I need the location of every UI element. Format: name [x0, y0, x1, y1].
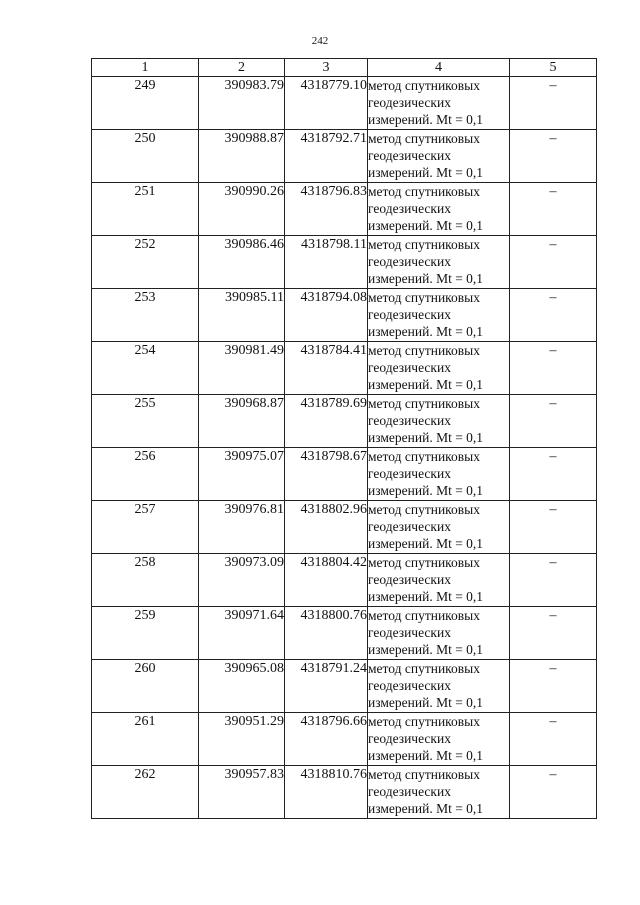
y-coordinate-cell: 4318810.76 [285, 766, 368, 819]
x-coordinate-cell: 390990.26 [199, 183, 285, 236]
x-coordinate-cell: 390975.07 [199, 448, 285, 501]
note-cell: – [510, 660, 597, 713]
table-row [92, 713, 597, 766]
y-coordinate-cell: 4318800.76 [285, 607, 368, 660]
note-cell: – [510, 395, 597, 448]
x-coordinate-cell: 390986.46 [199, 236, 285, 289]
point-number-cell: 260 [92, 660, 199, 713]
note-cell: – [510, 607, 597, 660]
point-number-cell: 261 [92, 713, 199, 766]
note-cell: – [510, 342, 597, 395]
y-coordinate-cell: 4318804.42 [285, 554, 368, 607]
note-cell: – [510, 766, 597, 819]
x-coordinate-cell: 390951.29 [199, 713, 285, 766]
method-cell: метод спутниковых геодезических измерений. Mt = 0,1 [368, 766, 510, 819]
y-coordinate-cell: 4318784.41 [285, 342, 368, 395]
point-number-cell: 249 [92, 77, 199, 130]
table-row [92, 395, 597, 448]
column-header-3: 3 [285, 59, 368, 77]
note-cell: – [510, 554, 597, 607]
x-coordinate-cell: 390988.87 [199, 130, 285, 183]
point-number-cell: 250 [92, 130, 199, 183]
column-header-2: 2 [199, 59, 285, 77]
table-body [92, 77, 597, 819]
table-header-row [92, 59, 597, 77]
point-number-cell: 252 [92, 236, 199, 289]
point-number-cell: 259 [92, 607, 199, 660]
point-number-cell: 253 [92, 289, 199, 342]
y-coordinate-cell: 4318798.67 [285, 448, 368, 501]
point-number-cell: 256 [92, 448, 199, 501]
note-cell: – [510, 289, 597, 342]
x-coordinate-cell: 390973.09 [199, 554, 285, 607]
method-cell: метод спутниковых геодезических измерений. Mt = 0,1 [368, 395, 510, 448]
method-cell: метод спутниковых геодезических измерений. Mt = 0,1 [368, 448, 510, 501]
method-cell: метод спутниковых геодезических измерений. Mt = 0,1 [368, 183, 510, 236]
y-coordinate-cell: 4318794.08 [285, 289, 368, 342]
method-cell: метод спутниковых геодезических измерений. Mt = 0,1 [368, 342, 510, 395]
point-number-cell: 254 [92, 342, 199, 395]
y-coordinate-cell: 4318791.24 [285, 660, 368, 713]
y-coordinate-cell: 4318779.10 [285, 77, 368, 130]
page-number: 242 [311, 35, 329, 47]
x-coordinate-cell: 390985.11 [199, 289, 285, 342]
note-cell: – [510, 236, 597, 289]
table-row [92, 77, 597, 130]
point-number-cell: 258 [92, 554, 199, 607]
method-cell: метод спутниковых геодезических измерений. Mt = 0,1 [368, 713, 510, 766]
column-header-4: 4 [368, 59, 510, 77]
method-cell: метод спутниковых геодезических измерений. Mt = 0,1 [368, 236, 510, 289]
table-row [92, 448, 597, 501]
table-row [92, 289, 597, 342]
y-coordinate-cell: 4318796.83 [285, 183, 368, 236]
note-cell: – [510, 77, 597, 130]
note-cell: – [510, 713, 597, 766]
point-number-cell: 251 [92, 183, 199, 236]
table-row [92, 501, 597, 554]
x-coordinate-cell: 390965.08 [199, 660, 285, 713]
y-coordinate-cell: 4318796.66 [285, 713, 368, 766]
point-number-cell: 257 [92, 501, 199, 554]
x-coordinate-cell: 390981.49 [199, 342, 285, 395]
table-row [92, 607, 597, 660]
table-row [92, 554, 597, 607]
note-cell: – [510, 448, 597, 501]
column-header-1: 1 [92, 59, 199, 77]
coordinates-table [91, 58, 597, 819]
method-cell: метод спутниковых геодезических измерений. Mt = 0,1 [368, 501, 510, 554]
x-coordinate-cell: 390976.81 [199, 501, 285, 554]
point-number-cell: 262 [92, 766, 199, 819]
note-cell: – [510, 130, 597, 183]
table-row [92, 236, 597, 289]
table-row [92, 766, 597, 819]
table-row [92, 660, 597, 713]
x-coordinate-cell: 390957.83 [199, 766, 285, 819]
method-cell: метод спутниковых геодезических измерений. Mt = 0,1 [368, 77, 510, 130]
table-row [92, 183, 597, 236]
column-header-5: 5 [510, 59, 597, 77]
y-coordinate-cell: 4318802.96 [285, 501, 368, 554]
x-coordinate-cell: 390971.64 [199, 607, 285, 660]
x-coordinate-cell: 390983.79 [199, 77, 285, 130]
point-number-cell: 255 [92, 395, 199, 448]
table-row [92, 342, 597, 395]
y-coordinate-cell: 4318798.11 [285, 236, 368, 289]
method-cell: метод спутниковых геодезических измерений. Mt = 0,1 [368, 554, 510, 607]
y-coordinate-cell: 4318789.69 [285, 395, 368, 448]
method-cell: метод спутниковых геодезических измерений. Mt = 0,1 [368, 660, 510, 713]
note-cell: – [510, 183, 597, 236]
note-cell: – [510, 501, 597, 554]
x-coordinate-cell: 390968.87 [199, 395, 285, 448]
method-cell: метод спутниковых геодезических измерений. Mt = 0,1 [368, 607, 510, 660]
method-cell: метод спутниковых геодезических измерений. Mt = 0,1 [368, 130, 510, 183]
y-coordinate-cell: 4318792.71 [285, 130, 368, 183]
table-row [92, 130, 597, 183]
method-cell: метод спутниковых геодезических измерений. Mt = 0,1 [368, 289, 510, 342]
